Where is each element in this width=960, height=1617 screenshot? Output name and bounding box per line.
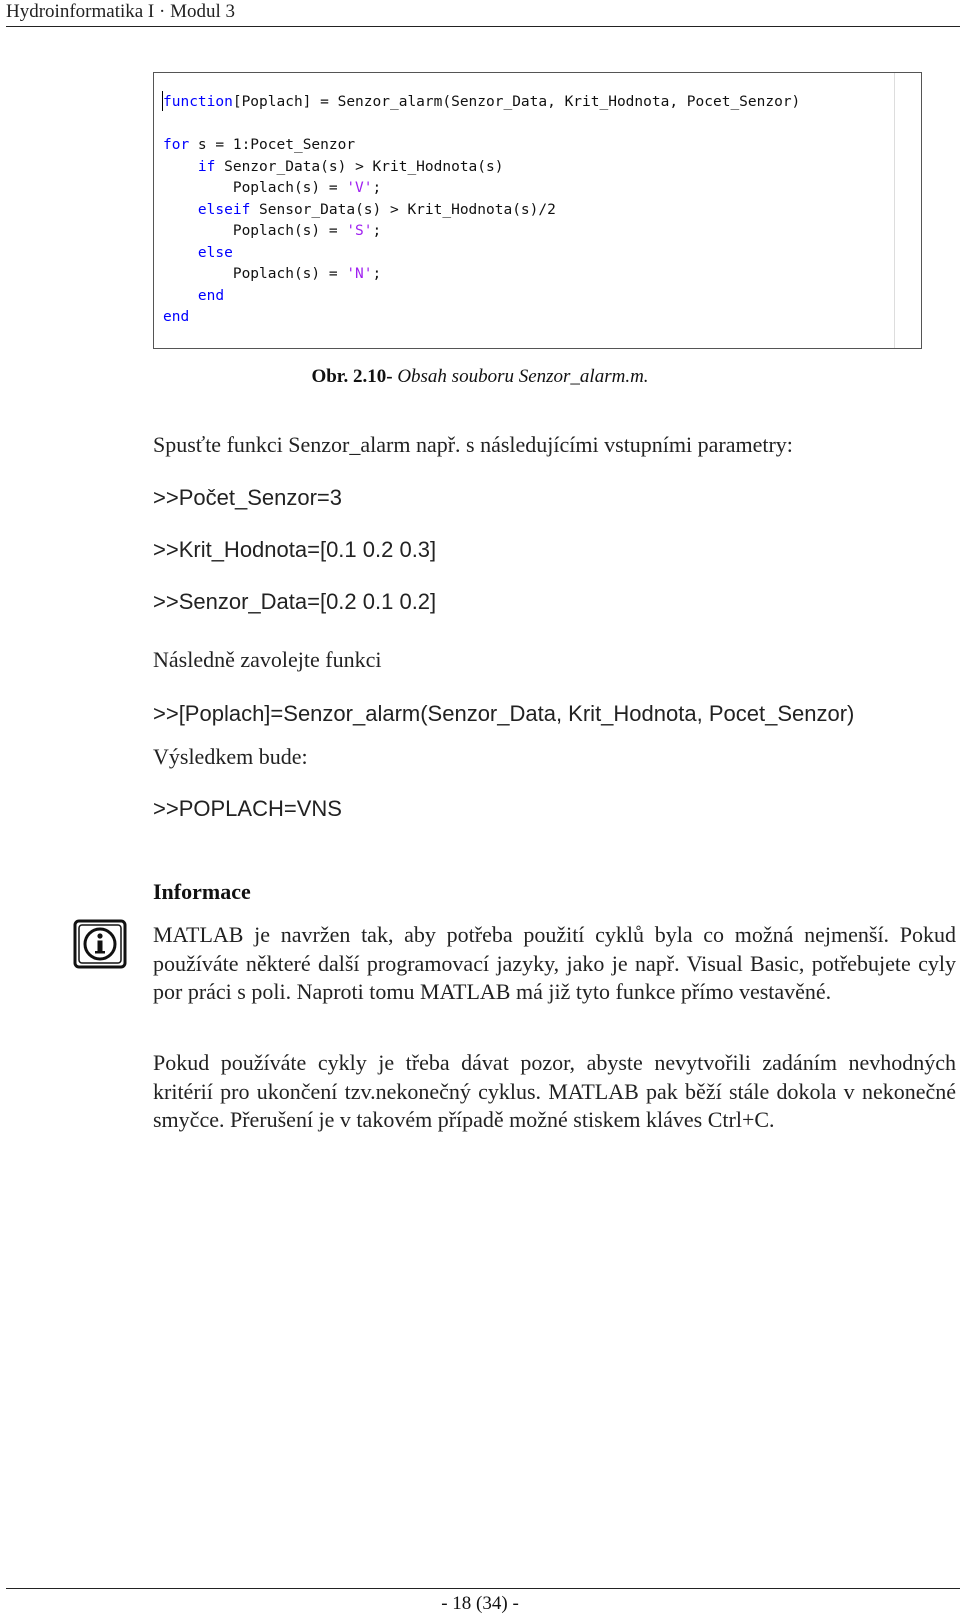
figure-caption xyxy=(0,365,960,389)
caption-label: Obr. 2.10- xyxy=(311,366,393,387)
command-senzor-data: >>Senzor_Data=[0.2 0.1 0.2] xyxy=(153,589,437,614)
code-listing xyxy=(153,72,922,349)
code-line xyxy=(163,91,800,113)
caption-text: Obsah souboru Senzor_alarm.m. xyxy=(392,366,649,387)
info-paragraph-1: MATLAB je navržen tak, aby potřeba použití cyklů byla co možná nejmenší. Pokud používáte některé další programovací jazyky, jako je např. Visual Basic, potřebujete cyly por práci s poli. Naproti tomu MATLAB má již tyto funkce přímo vestavěné. xyxy=(153,922,956,1004)
code-text: [Poplach] = Senzor_alarm(Senzor_Data, Krit_Hodnota, Pocet_Senzor) xyxy=(232,94,801,110)
code-line xyxy=(163,242,233,264)
code-keyword: for xyxy=(163,137,190,153)
result-label: Výsledkem bude: xyxy=(153,744,308,769)
code-keyword: end xyxy=(197,287,225,304)
code-keyword: elseif xyxy=(197,201,251,218)
code-string: 'N' xyxy=(346,266,373,282)
code-line xyxy=(163,306,189,328)
info-paragraph-2: Pokud používáte cykly je třeba dávat pozor, abyste nevytvořili zadáním nevhodných kritérií pro ukončení tzv.nekonečný cyklus. MATLAB pak běží stále dokola v nekonečné smyčce. Přerušení je v takovém případě možné stiskem kláves Ctrl+C. xyxy=(153,1050,956,1132)
code-text xyxy=(163,202,198,218)
code-text: Poplach(s) = xyxy=(163,180,347,196)
code-line xyxy=(163,177,381,199)
info-heading: Informace xyxy=(153,879,251,904)
code-line xyxy=(163,156,503,178)
code-line xyxy=(163,285,224,307)
code-line xyxy=(163,263,381,285)
command-pocet-senzor: >>Počet_Senzor=3 xyxy=(153,485,342,510)
code-line xyxy=(163,134,355,156)
command-result: >>POPLACH=VNS xyxy=(153,796,342,821)
code-text: ; xyxy=(372,266,382,282)
command-krit-hodnota: >>Krit_Hodnota=[0.1 0.2 0.3] xyxy=(153,537,437,562)
code-text xyxy=(163,159,198,175)
code-text: Sensor_Data(s) > Krit_Hodnota(s)/2 xyxy=(250,201,556,218)
code-keyword: function xyxy=(163,94,233,110)
code-text xyxy=(163,288,198,304)
code-text: Poplach(s) = xyxy=(163,223,347,239)
code-text: s = 1:Pocet_Senzor xyxy=(189,137,356,153)
code-line xyxy=(163,199,556,221)
code-string: 'V' xyxy=(346,180,373,196)
info-icon xyxy=(73,917,127,971)
code-keyword: else xyxy=(197,244,233,261)
footer-rule xyxy=(6,1588,960,1589)
code-keyword: end xyxy=(163,309,190,325)
call-function-text: Následně zavolejte funkci xyxy=(153,647,382,672)
code-line xyxy=(163,220,381,242)
code-keyword: if xyxy=(197,158,216,175)
code-text: ; xyxy=(372,223,382,239)
code-text: ; xyxy=(372,180,382,196)
command-call: >>[Poplach]=Senzor_alarm(Senzor_Data, Krit_Hodnota, Pocet_Senzor) xyxy=(153,701,855,726)
page-header: Hydroinformatika I · Modul 3 xyxy=(6,0,960,27)
intro-text: Spusťte funkci Senzor_alarm např. s následujícími vstupními parametry: xyxy=(153,432,793,457)
code-text: Poplach(s) = xyxy=(163,266,347,282)
code-text xyxy=(163,245,198,261)
code-text: Senzor_Data(s) > Krit_Hodnota(s) xyxy=(215,158,504,175)
code-string: 'S' xyxy=(346,223,373,239)
page-number: - 18 (34) - xyxy=(441,1593,519,1614)
